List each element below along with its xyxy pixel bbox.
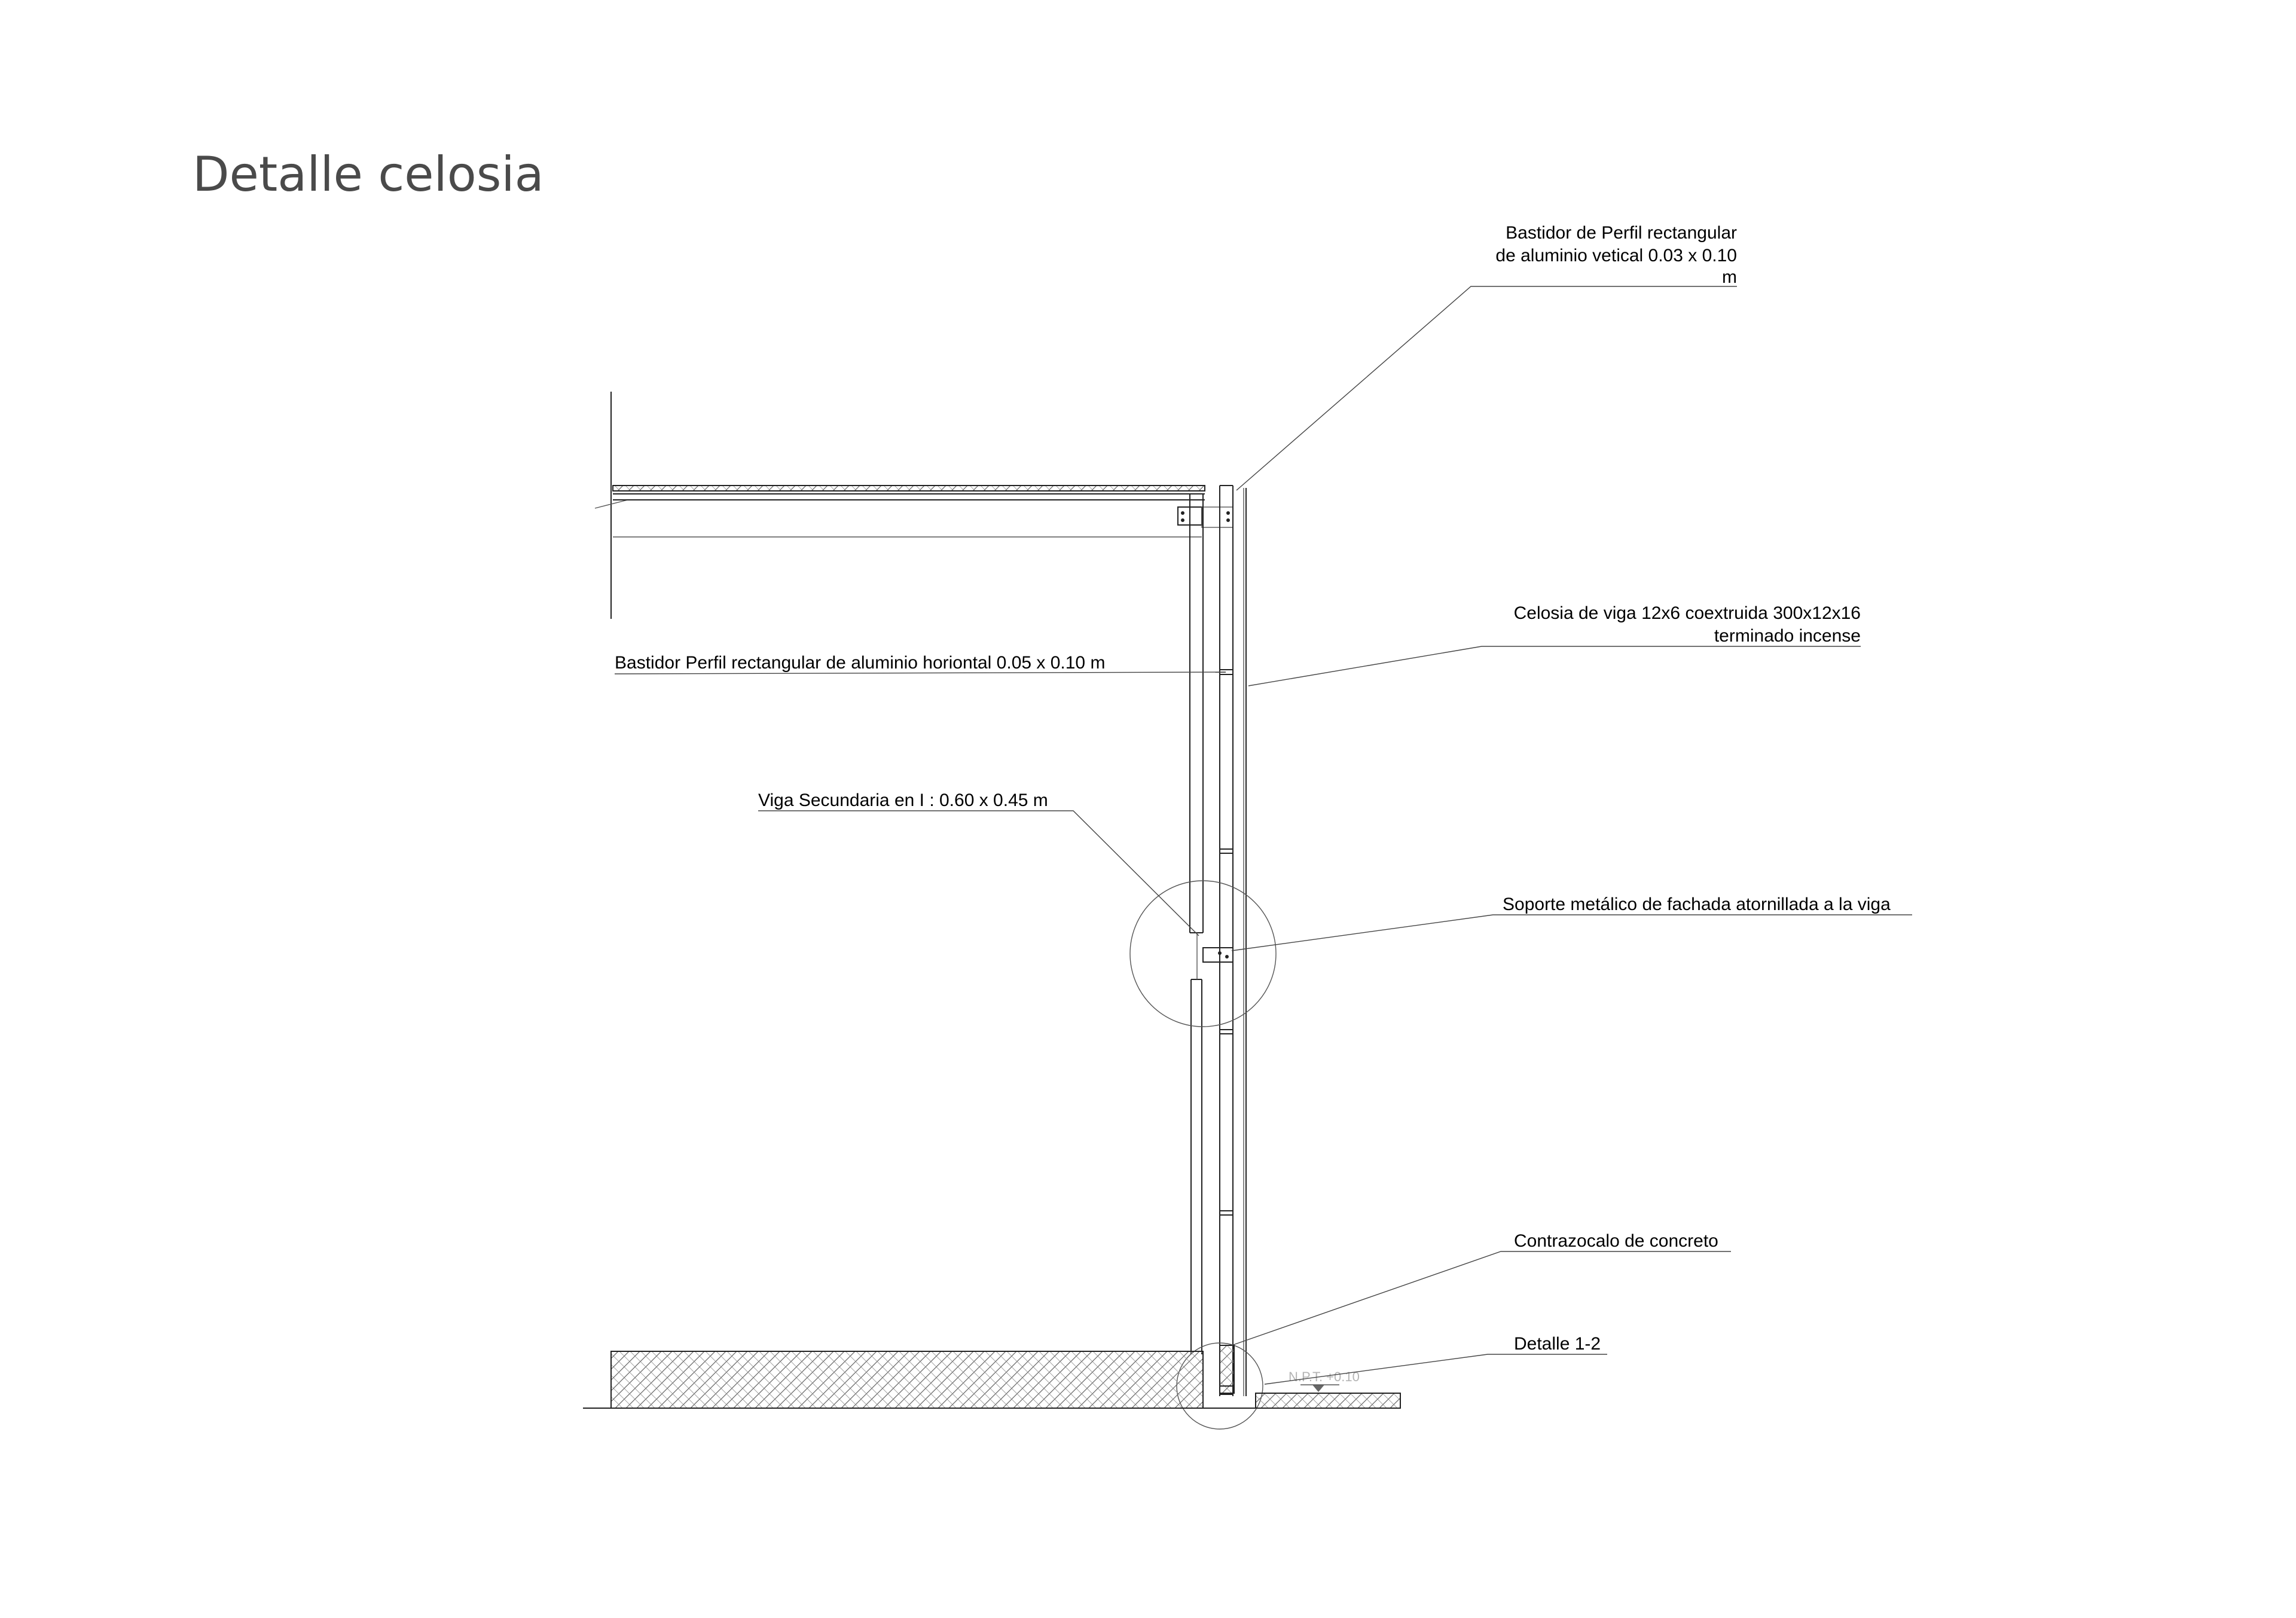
contrazocalo-block: [1220, 1345, 1234, 1394]
level-marker: [1300, 1385, 1339, 1392]
horizontal-frame-marks: [1220, 670, 1233, 1215]
mid-support-bracket: [1197, 933, 1233, 979]
label-contrazocalo: Contrazocalo de concreto: [1514, 1231, 1718, 1251]
label-soporte: Soporte metálico de fachada atornillada a la viga: [1503, 895, 1891, 914]
aluminum-vertical-frame: [1220, 486, 1233, 1396]
label-viga-secundaria: Viga Secundaria en I : 0.60 x 0.45 m: [758, 790, 1048, 810]
level-label: N.P.T. +0.10: [1289, 1369, 1360, 1384]
label-bastidor-vertical-line2: de aluminio vetical 0.03 x 0.10: [1495, 246, 1737, 265]
ground-slab: [583, 1351, 1400, 1408]
label-bastidor-horizontal: Bastidor Perfil rectangular de aluminio horiontal 0.05 x 0.10 m: [615, 653, 1106, 673]
label-celosia-line2: terminado incense: [1714, 626, 1861, 646]
secondary-beam-vertical: [1190, 494, 1203, 1354]
roof-slab: [613, 486, 1205, 537]
page-title: Detalle celosia: [193, 146, 544, 202]
leader-lines: [615, 286, 1912, 1384]
label-bastidor-vertical-line1: Bastidor de Perfil rectangular: [1506, 223, 1737, 243]
celosia-slats: [1244, 488, 1246, 1396]
top-connection-bracket: [1178, 507, 1233, 527]
label-detalle: Detalle 1-2: [1514, 1334, 1601, 1354]
label-celosia-line1: Celosia de viga 12x6 coextruida 300x12x16: [1513, 603, 1861, 623]
label-bastidor-vertical-line3: m: [1722, 267, 1737, 287]
